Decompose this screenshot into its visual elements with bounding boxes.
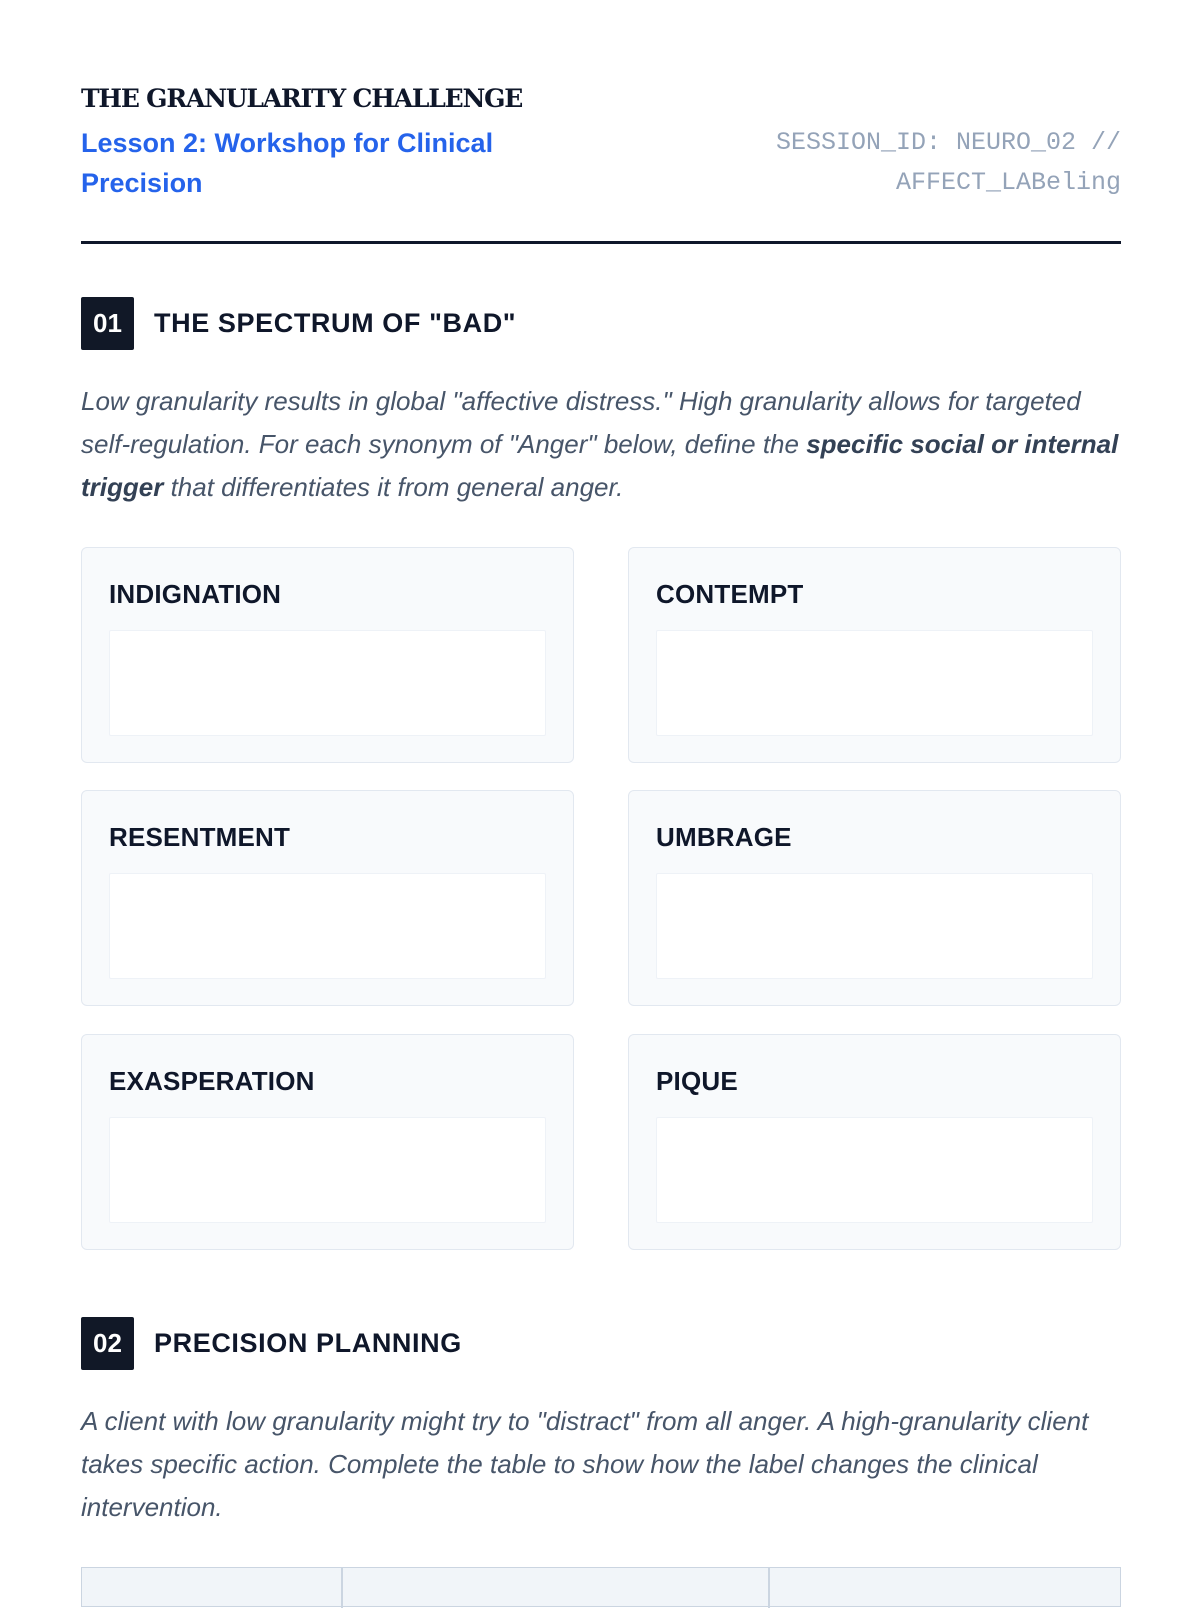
brand-title: THE GRANULARITY CHALLENGE [81,84,523,113]
pique-trigger-field[interactable] [656,1117,1093,1223]
indignation-trigger-field[interactable] [109,630,546,736]
emotion-card-resentment [81,790,574,1006]
lesson-title: Lesson 2: Workshop for Clinical Precision [81,128,494,198]
section-1-number: 01 [81,297,134,350]
umbrage-trigger-field[interactable] [656,873,1093,979]
section-2-header [81,1317,462,1370]
section-1-desc-part1: Low granularity results in global "affective distress." High granularity allows for targeted self-regulation. For each synonym of "Anger" below, define the [81,386,1081,459]
worksheet-header [81,84,1121,244]
exasperation-trigger-field[interactable] [109,1117,546,1223]
contempt-trigger-field[interactable] [656,630,1093,736]
section-1-description [81,380,1121,509]
section-1-desc-part2: that differentiates it from general anger. [163,472,624,502]
emotion-card-label: RESENTMENT [109,822,291,852]
emotion-card-label: CONTEMPT [656,579,804,609]
section-2-title: PRECISION PLANNING [154,1328,462,1358]
emotion-card-label: EXASPERATION [109,1066,315,1096]
emotion-card-label: INDIGNATION [109,579,282,609]
emotion-card-pique [628,1034,1121,1250]
emotion-card-exasperation [81,1034,574,1250]
section-1-header [81,297,516,350]
session-id: SESSION_ID: NEURO_02 // AFFECT_LABeling [775,128,1121,197]
emotion-card-label: UMBRAGE [656,822,792,852]
emotion-card-label: PIQUE [656,1066,738,1096]
section-1-title: THE SPECTRUM OF "BAD" [154,308,517,338]
table-column-divider [341,1568,343,1608]
precision-planning-table [81,1567,1121,1607]
section-1-desc-emphasis: specific social or internal trigger [81,429,1119,502]
table-column-divider [768,1568,770,1608]
emotion-card-umbrage [628,790,1121,1006]
emotion-card-contempt [628,547,1121,763]
header-divider [81,241,1121,244]
section-2-description: A client with low granularity might try to "distract" from all anger. A high-granularity client takes specific action. Complete the table to show how the label changes the clinical intervention. [81,1406,1089,1522]
emotion-card-indignation [81,547,574,763]
section-2-number: 02 [81,1317,134,1370]
resentment-trigger-field[interactable] [109,873,546,979]
